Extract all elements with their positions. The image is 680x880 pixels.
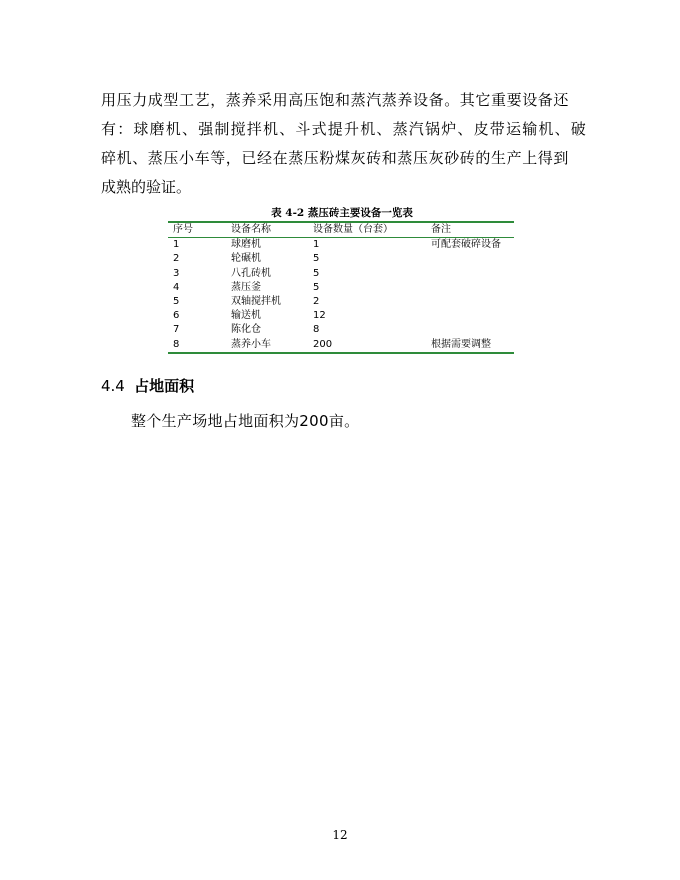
cell-remark: 可配套破碎设备 bbox=[431, 239, 501, 251]
cell-name: 蒸压釜 bbox=[231, 281, 261, 293]
section-title: 占地面积 bbox=[134, 377, 195, 395]
cell-index: 2 bbox=[173, 253, 180, 265]
header-cell-name: 设备名称 bbox=[231, 224, 271, 235]
paragraph-line: 成熟的验证。 bbox=[101, 178, 192, 196]
table-row bbox=[168, 238, 514, 253]
cell-index: 7 bbox=[173, 324, 180, 336]
table-row bbox=[168, 252, 514, 266]
cell-quantity: 5 bbox=[313, 267, 320, 279]
cell-index: 8 bbox=[173, 338, 180, 350]
table-row bbox=[168, 338, 514, 353]
cell-quantity: 200 bbox=[313, 338, 333, 350]
cell-name: 陈化仓 bbox=[231, 324, 261, 336]
section-heading bbox=[101, 375, 194, 396]
cell-index: 5 bbox=[173, 296, 180, 308]
table-row bbox=[168, 281, 514, 295]
header-cell-quantity: 设备数量（台套） bbox=[313, 224, 393, 235]
equipment-table bbox=[168, 221, 514, 354]
cell-quantity: 1 bbox=[313, 239, 320, 251]
cell-name: 轮碾机 bbox=[231, 253, 261, 265]
intro-paragraph bbox=[101, 86, 588, 202]
cell-remark bbox=[426, 267, 514, 281]
cell-remark bbox=[426, 281, 514, 295]
table-row bbox=[168, 309, 514, 323]
paragraph-line: 有：球磨机、强制搅拌机、斗式提升机、蒸汽锅炉、皮带运输机、破 bbox=[101, 120, 588, 138]
cell-name: 双轴搅拌机 bbox=[231, 296, 281, 308]
cell-index: 1 bbox=[173, 239, 180, 251]
cell-remark bbox=[426, 323, 514, 337]
table-caption: 表 4-2 蒸压砖主要设备一览表 bbox=[271, 207, 413, 219]
cell-remark bbox=[426, 252, 514, 266]
cell-name: 八孔砖机 bbox=[231, 267, 271, 279]
cell-quantity: 12 bbox=[313, 310, 326, 322]
cell-remark: 根据需要调整 bbox=[431, 338, 491, 350]
cell-name: 蒸养小车 bbox=[231, 338, 271, 350]
table-row bbox=[168, 267, 514, 281]
cell-name: 球磨机 bbox=[231, 239, 261, 251]
header-cell-index: 序号 bbox=[173, 224, 193, 235]
table-row bbox=[168, 323, 514, 337]
cell-quantity: 2 bbox=[313, 296, 320, 308]
cell-index: 4 bbox=[173, 281, 180, 293]
section-number: 4.4 bbox=[101, 377, 125, 395]
table-header-row bbox=[168, 222, 514, 238]
page-number: 12 bbox=[332, 828, 348, 842]
cell-index: 6 bbox=[173, 310, 180, 322]
cell-quantity: 5 bbox=[313, 281, 320, 293]
cell-quantity: 8 bbox=[313, 324, 320, 336]
paragraph-line: 碎机、蒸压小车等，已经在蒸压粉煤灰砖和蒸压灰砂砖的生产上得到 bbox=[101, 149, 570, 167]
paragraph-line: 用压力成型工艺，蒸养采用高压饱和蒸汽蒸养设备。其它重要设备还 bbox=[101, 91, 570, 109]
cell-name: 输送机 bbox=[231, 310, 261, 322]
cell-quantity: 5 bbox=[313, 253, 320, 265]
cell-remark bbox=[426, 309, 514, 323]
section-body: 整个生产场地占地面积为200亩。 bbox=[131, 412, 360, 430]
table-row bbox=[168, 295, 514, 309]
cell-remark bbox=[426, 295, 514, 309]
cell-index: 3 bbox=[173, 267, 180, 279]
header-cell-remark: 备注 bbox=[431, 224, 451, 235]
